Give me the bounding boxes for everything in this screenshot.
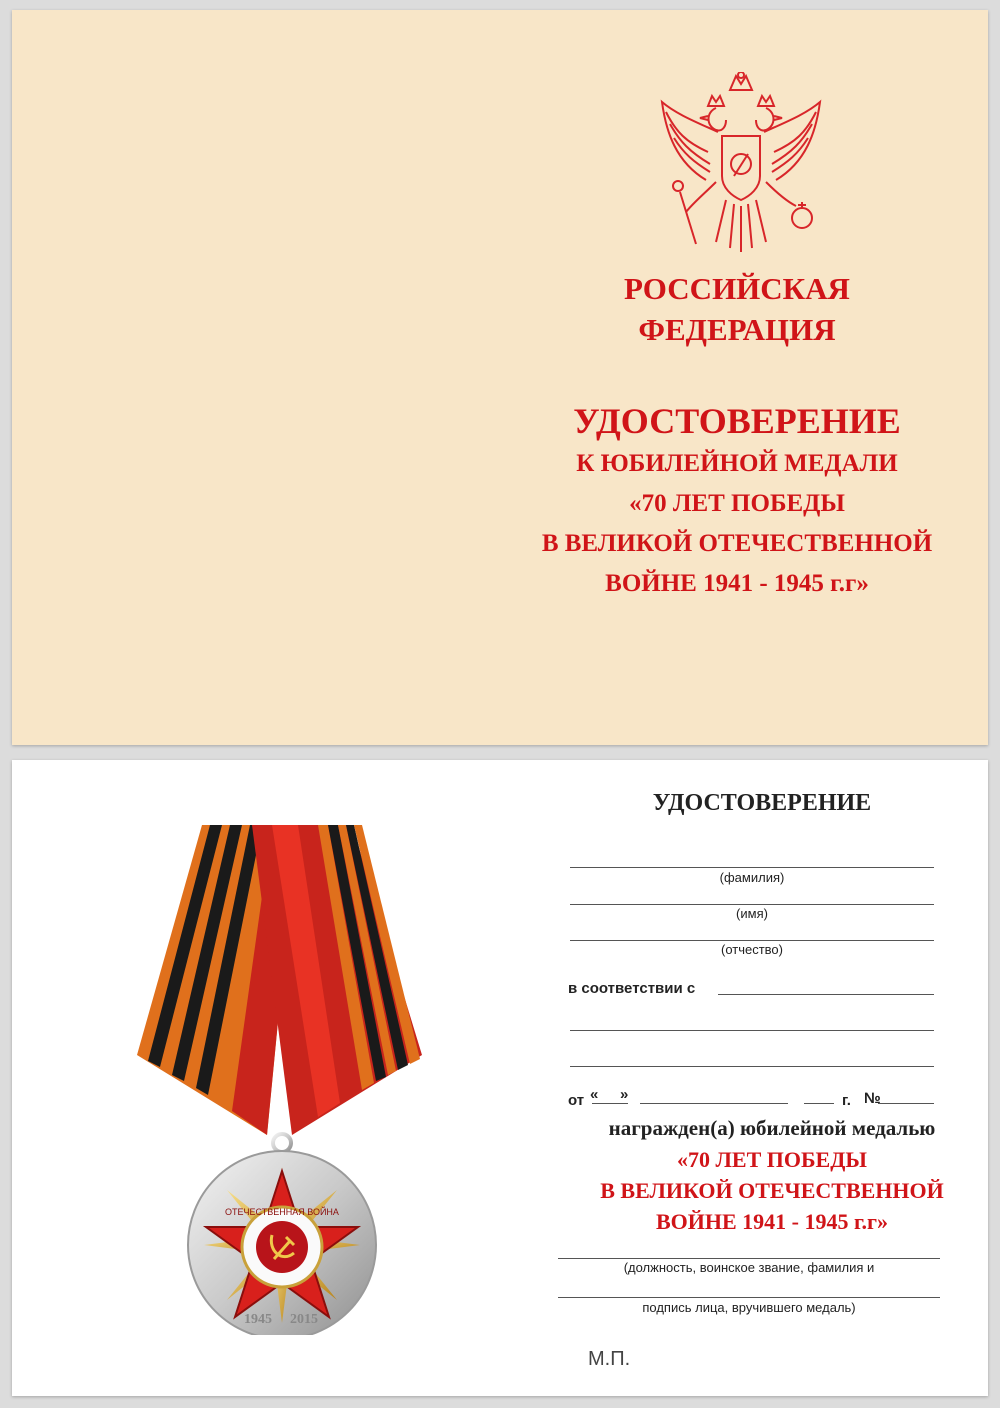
according-label: в соответствии с <box>568 980 696 997</box>
surname-caption: (фамилия) <box>719 870 785 885</box>
cover-medal-line: В ВЕЛИКОЙ ОТЕЧЕСТВЕННОЙ <box>541 530 933 557</box>
number-label: № <box>864 1090 881 1107</box>
surname-line <box>570 867 934 868</box>
according-line <box>718 994 934 995</box>
cover-medal-name <box>512 444 962 604</box>
day-line <box>592 1103 628 1104</box>
country-line-2: ФЕДЕРАЦИЯ <box>638 312 836 347</box>
signature-caption: подпись лица, вручившего медаль) <box>642 1300 856 1315</box>
country-line-1: РОССИЙСКАЯ <box>624 271 850 306</box>
medal-illustration <box>122 815 442 1335</box>
year-label: г. <box>842 1092 851 1109</box>
patronymic-line <box>570 940 934 941</box>
quote-open: « <box>590 1086 599 1103</box>
medal-year-left: 1945 <box>244 1312 272 1327</box>
blank-line-1 <box>570 1030 934 1031</box>
medal-year-right: 2015 <box>290 1312 318 1327</box>
inner-document-title: УДОСТОВЕРЕНИЕ <box>652 790 872 816</box>
double-headed-eagle-icon <box>656 72 826 257</box>
number-line <box>878 1103 934 1104</box>
inner-medal-line: ВОЙНЕ 1941 - 1945 г.г» <box>655 1209 888 1234</box>
cover-medal-line: ВОЙНЕ 1941 - 1945 г.г» <box>605 570 869 597</box>
cover-document-title: УДОСТОВЕРЕНИЕ <box>573 401 901 441</box>
from-label: от <box>568 1092 585 1109</box>
certificate-cover <box>12 10 988 745</box>
position-caption: (должность, воинское звание, фамилия и <box>623 1260 875 1275</box>
name-line <box>570 904 934 905</box>
name-caption: (имя) <box>736 906 768 921</box>
seal-label: М.П. <box>588 1348 631 1370</box>
inner-medal-name <box>552 1144 992 1237</box>
awarded-text: награжден(а) юбилейной медалью <box>608 1116 936 1140</box>
month-line <box>640 1103 788 1104</box>
cover-medal-line: «70 ЛЕТ ПОБЕДЫ <box>629 490 845 517</box>
position-line <box>558 1258 940 1259</box>
country-name <box>552 268 922 350</box>
suspension-ring <box>273 1134 291 1152</box>
patronymic-caption: (отчество) <box>720 942 783 957</box>
inner-medal-line: «70 ЛЕТ ПОБЕДЫ <box>677 1147 867 1172</box>
signature-line <box>558 1297 940 1298</box>
cover-medal-line: К ЮБИЛЕЙНОЙ МЕДАЛИ <box>576 450 898 477</box>
blank-line-2 <box>570 1066 934 1067</box>
quote-close: » <box>620 1086 629 1103</box>
year-line <box>804 1103 834 1104</box>
ribbon <box>137 825 422 1135</box>
medal-ring-text: ОТЕЧЕСТВЕННАЯ ВОЙНА <box>225 1207 339 1217</box>
inner-medal-line: В ВЕЛИКОЙ ОТЕЧЕСТВЕННОЙ <box>600 1178 944 1203</box>
certificate-inner-page <box>12 760 988 1396</box>
